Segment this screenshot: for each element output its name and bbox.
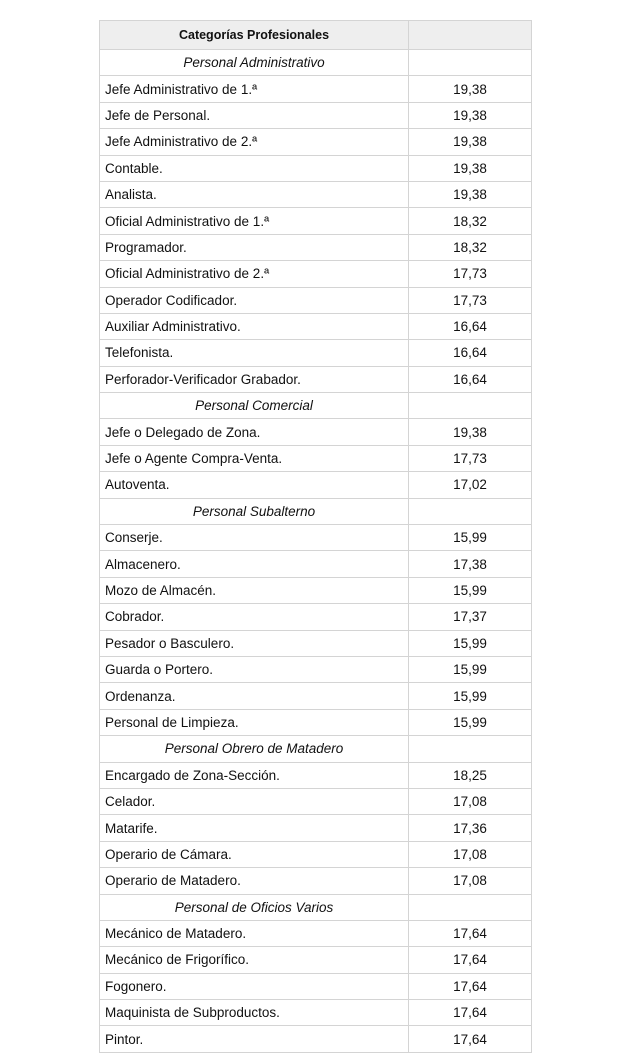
section-title: Personal Administrativo [100, 50, 409, 76]
table-row [100, 709, 532, 735]
category-name: Encargado de Zona-Sección. [100, 762, 409, 788]
category-name: Operador Codificador. [100, 287, 409, 313]
category-name: Conserje. [100, 525, 409, 551]
category-name: Jefe Administrativo de 2.ª [100, 129, 409, 155]
table-row [100, 1026, 532, 1052]
category-value: 15,99 [409, 577, 532, 603]
header-value [409, 21, 532, 50]
table-row [100, 656, 532, 682]
section-row [100, 393, 532, 419]
category-value: 19,38 [409, 102, 532, 128]
category-name: Almacenero. [100, 551, 409, 577]
category-name: Contable. [100, 155, 409, 181]
category-value: 17,73 [409, 261, 532, 287]
header-category: Categorías Profesionales [100, 21, 409, 50]
category-value: 15,99 [409, 683, 532, 709]
category-value: 19,38 [409, 419, 532, 445]
category-name: Jefe o Delegado de Zona. [100, 419, 409, 445]
category-value: 15,99 [409, 656, 532, 682]
table-row [100, 234, 532, 260]
table-row [100, 472, 532, 498]
table-row [100, 261, 532, 287]
table-row [100, 129, 532, 155]
category-name: Mecánico de Matadero. [100, 920, 409, 946]
section-row [100, 498, 532, 524]
category-value: 17,02 [409, 472, 532, 498]
category-value: 17,38 [409, 551, 532, 577]
category-value: 15,99 [409, 525, 532, 551]
section-title: Personal Comercial [100, 393, 409, 419]
category-name: Programador. [100, 234, 409, 260]
section-value [409, 894, 532, 920]
category-value: 19,38 [409, 181, 532, 207]
table-row [100, 525, 532, 551]
table-row [100, 683, 532, 709]
category-name: Auxiliar Administrativo. [100, 313, 409, 339]
category-value: 17,36 [409, 815, 532, 841]
category-name: Mozo de Almacén. [100, 577, 409, 603]
category-value: 19,38 [409, 129, 532, 155]
category-value: 17,73 [409, 287, 532, 313]
header-row [100, 21, 532, 50]
table-row [100, 445, 532, 471]
category-name: Personal de Limpieza. [100, 709, 409, 735]
category-value: 17,64 [409, 973, 532, 999]
table-row [100, 788, 532, 814]
section-value [409, 393, 532, 419]
section-row [100, 50, 532, 76]
table-row [100, 577, 532, 603]
table-row [100, 313, 532, 339]
category-name: Telefonista. [100, 340, 409, 366]
category-value: 18,32 [409, 234, 532, 260]
table-row [100, 604, 532, 630]
table-row [100, 155, 532, 181]
category-value: 16,64 [409, 313, 532, 339]
section-row [100, 736, 532, 762]
category-value: 17,08 [409, 841, 532, 867]
category-name: Oficial Administrativo de 2.ª [100, 261, 409, 287]
category-name: Analista. [100, 181, 409, 207]
section-title: Personal Obrero de Matadero [100, 736, 409, 762]
table-row [100, 208, 532, 234]
category-value: 19,38 [409, 76, 532, 102]
table-row [100, 181, 532, 207]
category-name: Maquinista de Subproductos. [100, 1000, 409, 1026]
table-row [100, 340, 532, 366]
section-row [100, 894, 532, 920]
table-row [100, 973, 532, 999]
category-name: Autoventa. [100, 472, 409, 498]
table-row [100, 947, 532, 973]
category-name: Operario de Cámara. [100, 841, 409, 867]
table-row [100, 868, 532, 894]
category-name: Oficial Administrativo de 1.ª [100, 208, 409, 234]
section-value [409, 736, 532, 762]
table-row [100, 102, 532, 128]
section-value [409, 498, 532, 524]
section-title: Personal Subalterno [100, 498, 409, 524]
category-value: 17,64 [409, 1000, 532, 1026]
category-value: 18,32 [409, 208, 532, 234]
category-value: 17,64 [409, 1026, 532, 1052]
category-value: 17,08 [409, 868, 532, 894]
category-value: 16,64 [409, 366, 532, 392]
table-row [100, 1000, 532, 1026]
table-row [100, 76, 532, 102]
table-row [100, 815, 532, 841]
table-row [100, 920, 532, 946]
category-value: 17,37 [409, 604, 532, 630]
table-row [100, 630, 532, 656]
category-value: 18,25 [409, 762, 532, 788]
table-row [100, 551, 532, 577]
category-value: 17,64 [409, 920, 532, 946]
category-value: 19,38 [409, 155, 532, 181]
section-title: Personal de Oficios Varios [100, 894, 409, 920]
category-name: Jefe Administrativo de 1.ª [100, 76, 409, 102]
category-name: Guarda o Portero. [100, 656, 409, 682]
category-name: Jefe o Agente Compra-Venta. [100, 445, 409, 471]
category-name: Celador. [100, 788, 409, 814]
category-name: Jefe de Personal. [100, 102, 409, 128]
category-value: 15,99 [409, 630, 532, 656]
table-row [100, 841, 532, 867]
section-value [409, 50, 532, 76]
category-value: 17,73 [409, 445, 532, 471]
categories-table [99, 20, 532, 1053]
category-value: 16,64 [409, 340, 532, 366]
category-value: 17,08 [409, 788, 532, 814]
category-name: Mecánico de Frigorífico. [100, 947, 409, 973]
category-name: Perforador-Verificador Grabador. [100, 366, 409, 392]
category-name: Matarife. [100, 815, 409, 841]
category-name: Operario de Matadero. [100, 868, 409, 894]
category-value: 17,64 [409, 947, 532, 973]
table-row [100, 287, 532, 313]
category-name: Pintor. [100, 1026, 409, 1052]
category-name: Cobrador. [100, 604, 409, 630]
table-row [100, 762, 532, 788]
category-value: 15,99 [409, 709, 532, 735]
table-row [100, 366, 532, 392]
category-name: Fogonero. [100, 973, 409, 999]
category-name: Pesador o Basculero. [100, 630, 409, 656]
category-name: Ordenanza. [100, 683, 409, 709]
table-row [100, 419, 532, 445]
